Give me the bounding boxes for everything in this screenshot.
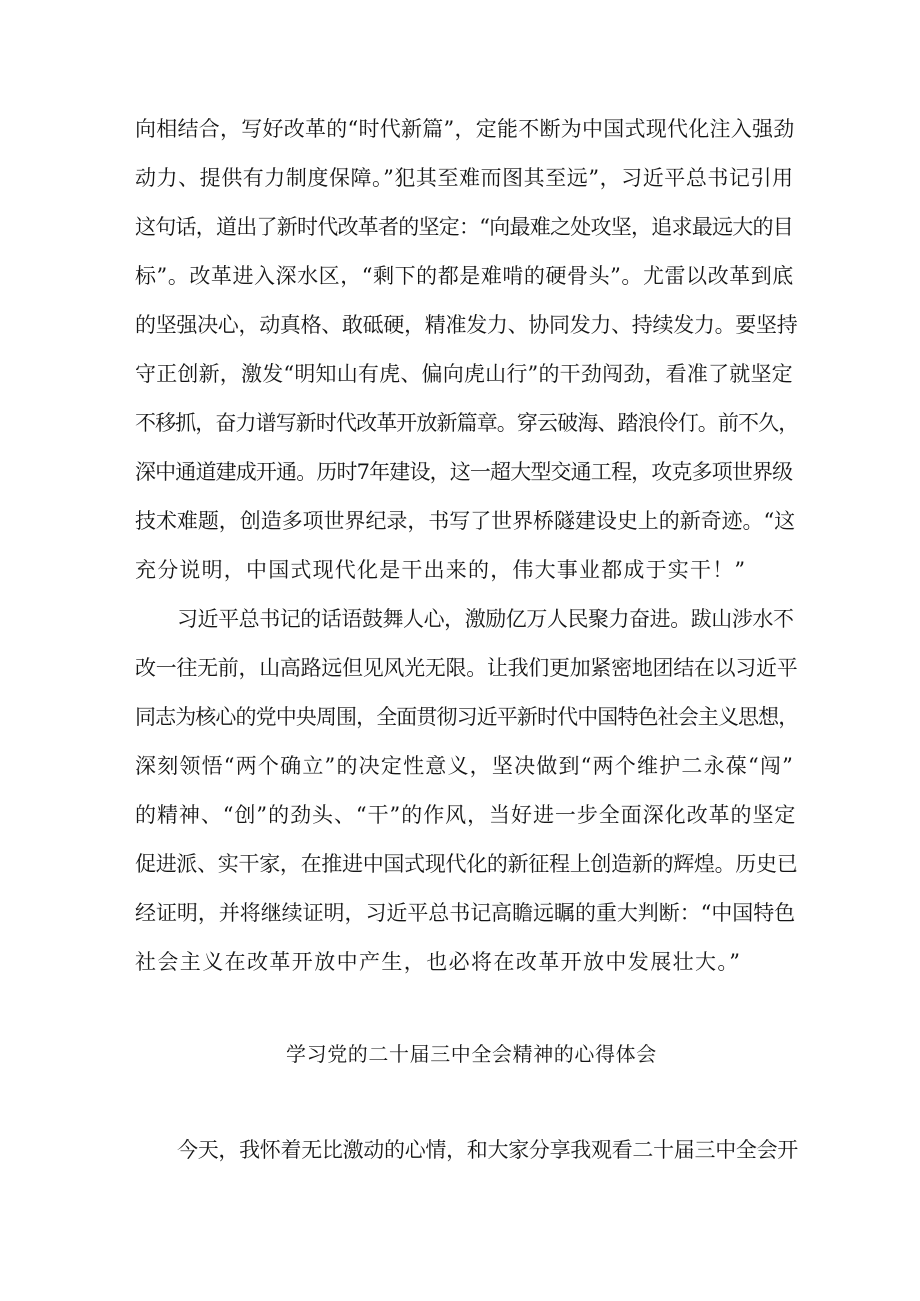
- paragraph-1-line-1: 向相结合，写好改革的“时代新篇”，定能不断为中国式现代化注入强劲: [135, 117, 795, 141]
- paragraph-1-line-10: 充分说明，中国式现代化是干出来的，伟大事业都成于实干！”: [135, 558, 747, 582]
- paragraph-2-line-2: 改一往无前，山高路远但见风光无限。让我们更加紧密地团结在以习近平: [135, 656, 798, 680]
- paragraph-2-line-6: 促进派、实干家，在推进中国式现代化的新征程上创造新的辉煌。历史已: [135, 852, 798, 876]
- paragraph-1-line-4: 标”。改革进入深水区，“剩下的都是难啃的硬骨头”。尤雷以改革到底: [135, 264, 794, 288]
- paragraph-2-line-7: 经证明，并将继续证明，习近平总书记高瞻远瞩的重大判断：“中国特色: [135, 901, 796, 925]
- paragraph-1-line-2: 动力、提供有力制度保障。”犯其至难而图其至远”，习近平总书记引用: [135, 166, 794, 190]
- paragraph-2-line-8: 社会主义在改革开放中产生，也必将在改革开放中发展壮大。”: [135, 950, 742, 974]
- paragraph-2-line-5: 的精神、“创”的劲头、“干”的作风，当好进一步全面深化改革的坚定: [135, 803, 797, 827]
- paragraph-1-line-3: 这句话，道出了新时代改革者的坚定：“向最难之处攻坚，追求最远大的目: [135, 215, 793, 239]
- paragraph-1-line-5: 的坚强决心，动真格、敢砥硬，精准发力、协同发力、持续发力。要坚持: [135, 313, 798, 337]
- section-title: 学习党的二十届三中全会精神的心得体会: [286, 1042, 657, 1066]
- paragraph-1-line-7: 不移抓，奋力谱写新时代改革开放新篇章。穿云破海、踏浪伶仃。前不久，: [135, 411, 799, 435]
- paragraph-1-line-8: 深中通道建成开通。历时7年建设，这一超大型交通工程，攻克多项世界级: [135, 460, 793, 484]
- paragraph-2-line-3: 同志为核心的党中央周围，全面贯彻习近平新时代中国特色社会主义思想，: [135, 705, 799, 729]
- paragraph-2-line-4: 深刻领悟“两个确立”的决定性意义，坚决做到“两个维护二永葆“闯”: [135, 754, 795, 778]
- paragraph-2-line-1: 习近平总书记的话语鼓舞人心，激励亿万人民聚力奋进。跋山涉水不: [177, 607, 794, 631]
- paragraph-1-line-6: 守正创新，激发“明知山有虎、偏向虎山行”的干劲闯劲，看准了就坚定: [135, 362, 793, 386]
- paragraph-3-line-1: 今天，我怀着无比激动的心情，和大家分享我观看二十届三中全会开: [177, 1138, 798, 1162]
- paragraph-1-line-9: 技术难题，创造多项世界纪录，书写了世界桥隧建设史上的新奇迹。“这: [135, 509, 796, 533]
